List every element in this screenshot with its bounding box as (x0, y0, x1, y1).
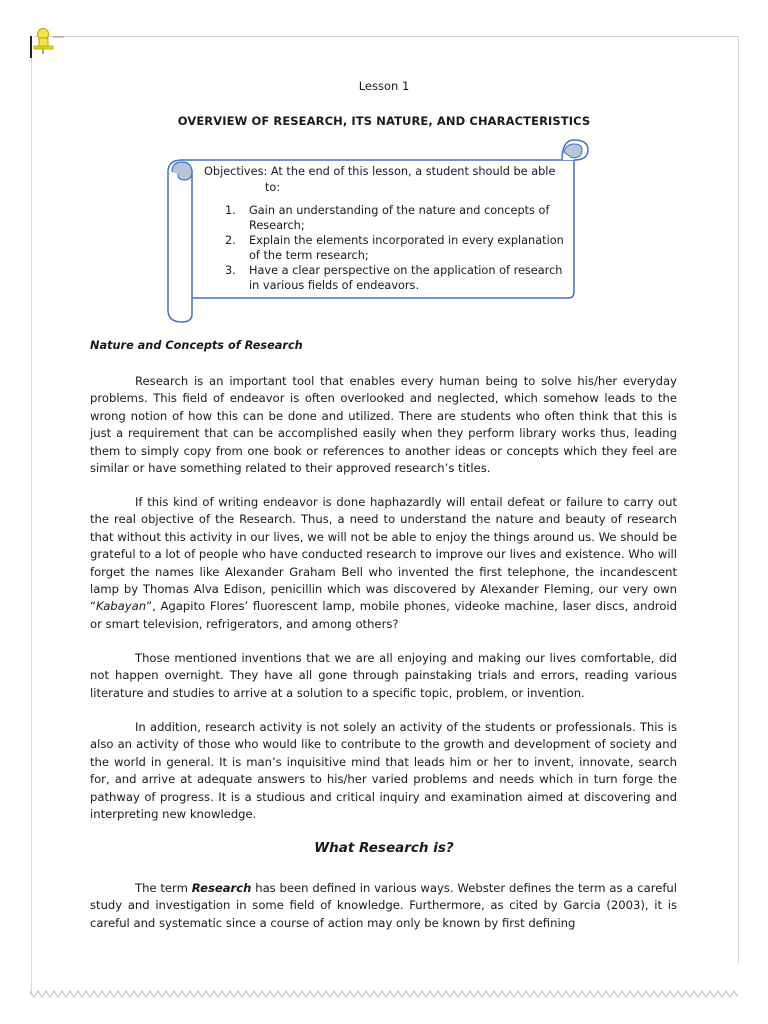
paragraph-4: In addition, research activity is not solely an activity of the students or professionals. This is also an activity of those who would like to contribute to the growth and development of society and the world in general. It is man’s inquisitive mind that leads him or her to invent, innovate, search for, and arrive at adequate answers to his/her varied problems and needs which in turn forge the pathway of progress. It is a studious and critical inquiry and examination aimed at discovering and interpreting new knowledge. (90, 720, 677, 822)
paragraph-2 (90, 494, 677, 633)
paragraph-3: Those mentioned inventions that we are all enjoying and making our lives comfortable, did not happen overnight. They have all gone through painstaking trials and errors, reading various literature and studies to arrive at a solution to a specific topic, problem, or invention. (90, 651, 677, 700)
objective-item (225, 204, 570, 233)
objective-text: Gain an understanding of the nature and concepts of Research; (249, 204, 550, 232)
page-right-border (738, 36, 739, 964)
lesson-label: Lesson 1 (358, 79, 410, 93)
paragraph-1: Research is an important tool that enables every human being to solve his/her everyday problems. This field of endeavor is often overlooked and neglected, which somehow leads to the wrong notion of how this can be done and utilized. There are students who often think that this is just a requirement that can be accomplished easily when they perform library works thus, leading them to simply copy from one book or references to another ideas or concepts which they feel are similar or have something related to their approved research’s titles. (90, 374, 677, 476)
page-torn-edge (30, 988, 738, 1000)
objectives-intro (204, 164, 564, 196)
paragraph-5-text-a: The term (135, 881, 192, 895)
page-top-border (34, 36, 738, 37)
objectives-intro-cont: to: (265, 181, 281, 194)
research-term-emphasis: Research (191, 881, 252, 895)
objectives-intro-text: Objectives: At the end of this lesson, a student should be able (204, 165, 556, 178)
paragraph-2-text-a: If this kind of writing endeavor is done haphazardly will entail defeat or failure to carry out the real objective of the Research. Thus, a need to understand the nature and beauty of research that without this activity in our lives, we will not be able to enjoy the things around us. We should be grateful to a lot of people who have conducted research to improve our lives and existence. Who will forget the names like Alexander Graham Bell who invented the first telephone, the incandescent lamp by Thomas Alva Edison, penicillin which was discovered by Alexander Fleming, our very own “ (90, 495, 677, 614)
objective-text: Explain the elements incorporated in every explanation of the term research; (249, 234, 564, 262)
pushpin-icon (30, 24, 64, 54)
objective-item (225, 234, 570, 263)
section-heading: Nature and Concepts of Research (90, 339, 303, 352)
page-title: OVERVIEW OF RESEARCH, ITS NATURE, AND CHARACTERISTICS (177, 114, 591, 128)
objective-text: Have a clear perspective on the application of research in various fields of endeavors. (249, 264, 563, 292)
objective-number: 2. (225, 234, 236, 248)
paragraph-2-text-b: ”, Agapito Flores’ fluorescent lamp, mobile phones, videoke machine, laser discs, android or smart television, refrigerators, and among others? (90, 599, 677, 631)
objective-number: 1. (225, 204, 236, 217)
objective-number: 3. (225, 264, 236, 278)
paragraph-5 (90, 880, 677, 932)
objectives-list (225, 204, 570, 295)
objective-item (225, 264, 570, 293)
paragraph-5-text-b: has been defined in various ways. Webster defines the term as a careful study and investigation in some field of knowledge. Furthermore, as cited by Garcia (2003), it is careful and systematic since a course of action may only be known by first defining (90, 881, 678, 930)
kabayan-emphasis: Kabayan (96, 599, 147, 614)
what-research-heading: What Research is? (314, 840, 454, 856)
